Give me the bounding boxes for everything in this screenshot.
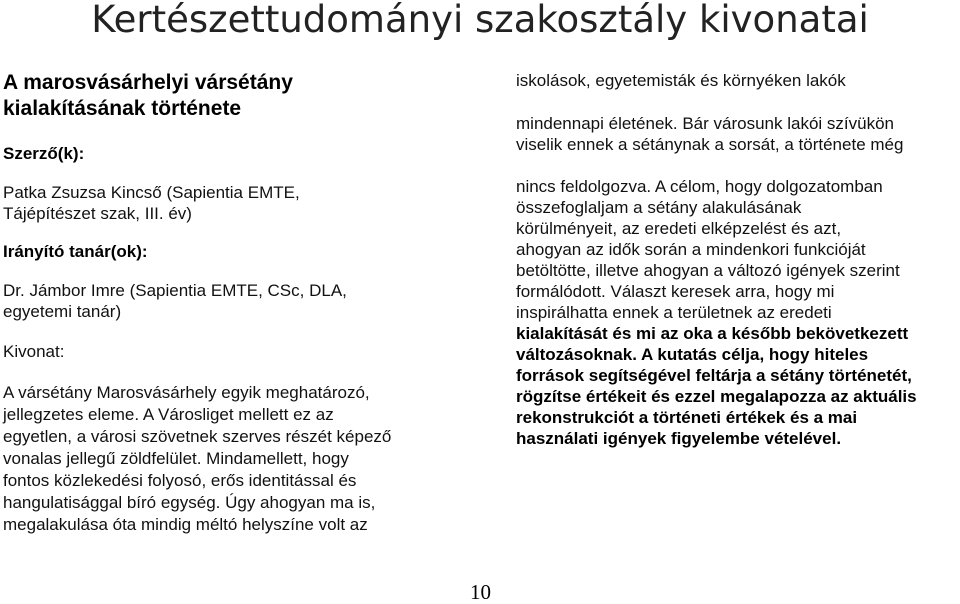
abstract-line: formálódott. Választ keresek arra, hogy mi <box>516 282 835 301</box>
article-title <box>3 70 473 122</box>
page-title: Kertészettudományi szakosztály kivonatai <box>91 0 869 41</box>
abstract-line: jellegzetes eleme. A Városliget mellett ez az <box>3 405 334 424</box>
author-line: Tájépítészet szak, III. év) <box>3 204 192 223</box>
abstract-line: inspirálhatta ennek a területnek az eredeti <box>516 303 832 322</box>
advisor-line: egyetemi tanár) <box>3 302 122 321</box>
abstract-line: hangulatisággal bíró egység. Úgy ahogyan ma is, <box>3 493 376 512</box>
abstract-text <box>3 382 473 536</box>
abstract-line: összefoglaljam a sétány alakulásának <box>516 198 802 217</box>
abstract-line: körülményeit, az eredeti elképzelést és azt, <box>516 219 842 238</box>
abstract-continued-1 <box>516 70 960 91</box>
advisor-line: Dr. Jámbor Imre (Sapientia EMTE, CSc, DLA, <box>3 281 347 300</box>
abstract-line: források segítségével feltárja a sétány történetét, <box>516 366 912 385</box>
advisor-label: Irányító tanár(ok): <box>3 242 148 261</box>
abstract-line: fontos közlekedési folyosó, erős identitással és <box>3 471 357 490</box>
abstract-line: A vársétány Marosvásárhely egyik meghatározó, <box>3 383 370 402</box>
article-title-line: kialakításának története <box>3 97 242 120</box>
abstract-continued-2 <box>516 113 960 155</box>
page-number: 10 <box>470 580 491 604</box>
abstract-line: viselik ennek a sétánynak a sorsát, a története még <box>516 135 904 154</box>
author-line: Patka Zsuzsa Kincső (Sapientia EMTE, <box>3 183 300 202</box>
abstract-line: vonalas jellegű zöldfelület. Mindamellett, hogy <box>3 449 349 468</box>
abstract-line: változásoknak. A kutatás célja, hogy hiteles <box>516 345 869 364</box>
abstract-line: kialakítását és mi az oka a később bekövetkezett <box>516 324 909 343</box>
abstract-line: megalakulása óta mindig méltó helyszíne volt az <box>3 515 368 534</box>
author-label: Szerző(k): <box>3 144 85 163</box>
abstract-continued-3 <box>516 176 960 449</box>
abstract-line: egyetlen, a városi szövetnek szerves részét képező <box>3 427 392 446</box>
abstract-line: rögzítse értékeit és ezzel megalapozza az aktuális <box>516 387 917 406</box>
right-column <box>516 70 960 449</box>
abstract-line: betöltötte, illetve ahogyan a változó igények szerint <box>516 261 900 280</box>
author-text <box>3 182 473 224</box>
left-column <box>3 70 473 536</box>
abstract-line: mindennapi életének. Bár városunk lakói szívükön <box>516 114 894 133</box>
advisor-text <box>3 280 473 322</box>
abstract-line: nincs feldolgozva. A célom, hogy dolgozatomban <box>516 177 883 196</box>
abstract-line: iskolások, egyetemisták és környéken lakók <box>516 71 846 90</box>
abstract-label: Kivonat: <box>3 342 65 361</box>
abstract-line: rekonstrukciót a történeti értékek és a mai <box>516 408 858 427</box>
abstract-line: ahogyan az idők során a mindenkori funkcióját <box>516 240 866 259</box>
abstract-line: használati igények figyelembe vételével. <box>516 429 842 448</box>
article-title-line: A marosvásárhelyi vársétány <box>3 71 293 94</box>
